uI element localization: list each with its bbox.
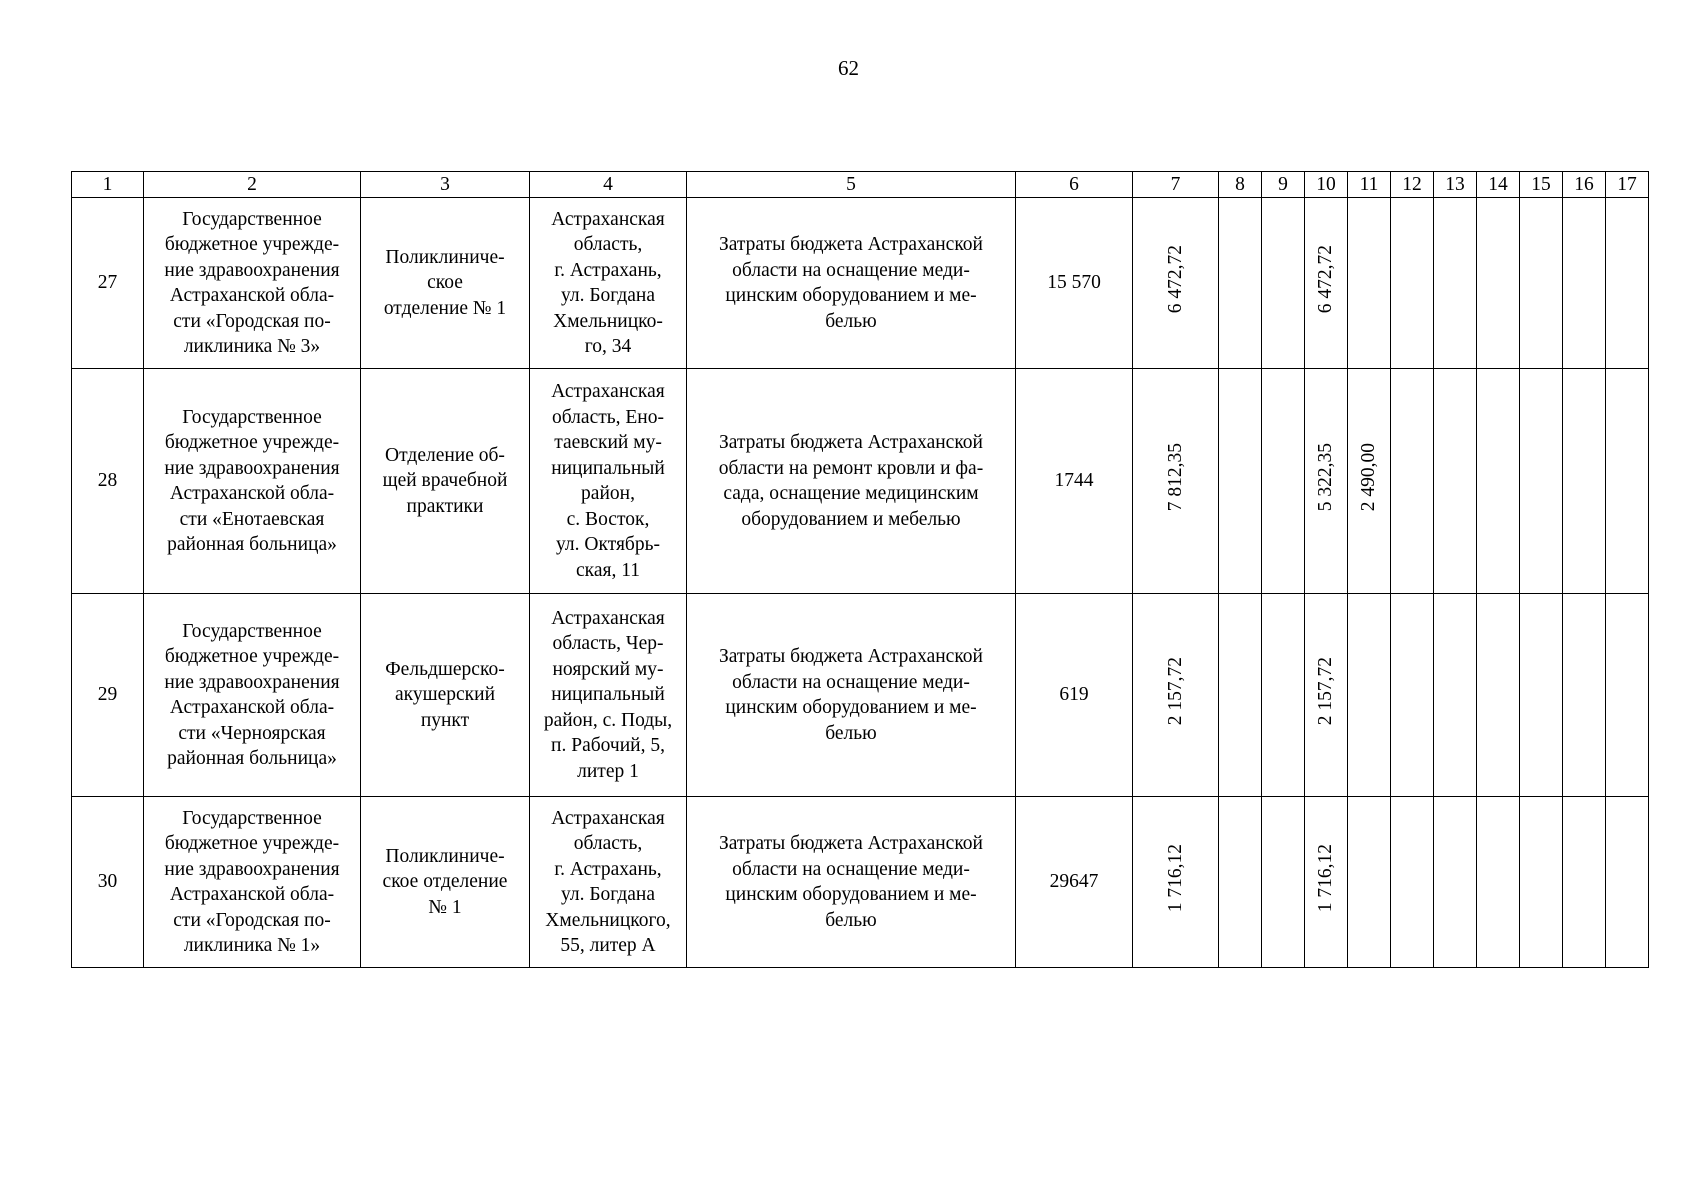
organization-name-cell bbox=[144, 797, 361, 968]
population-served: 619 bbox=[1059, 684, 1089, 706]
amount-col-13-cell bbox=[1434, 198, 1477, 369]
row-number-cell bbox=[72, 594, 144, 797]
amount-col-14-cell bbox=[1477, 797, 1520, 968]
organization-name: Государственное бюджетное учрежде- ние здравоохранения Астраханской обла- сти «Городская по- ликлиника № 3» bbox=[164, 208, 340, 357]
organization-name: Государственное бюджетное учрежде- ние здравоохранения Астраханской обла- сти «Енотаевская районная больница» bbox=[164, 406, 340, 555]
population-served: 15 570 bbox=[1047, 272, 1101, 294]
total-amount: 2 157,72 bbox=[1164, 657, 1186, 726]
amount-col-11-cell bbox=[1348, 369, 1391, 594]
total-amount-cell bbox=[1133, 594, 1219, 797]
amount-col-10: 1 716,12 bbox=[1315, 844, 1336, 913]
subdivision-name: Поликлиниче- ское отделение № 1 bbox=[383, 246, 507, 319]
total-amount: 7 812,35 bbox=[1164, 443, 1186, 512]
column-number: 13 bbox=[1434, 172, 1477, 198]
column-number: 10 bbox=[1305, 172, 1348, 198]
amount-col-10: 2 157,72 bbox=[1315, 657, 1336, 726]
row-number: 27 bbox=[97, 272, 118, 294]
subdivision-name-cell bbox=[361, 369, 530, 594]
amount-col-15-cell bbox=[1520, 797, 1563, 968]
column-number: 3 bbox=[361, 172, 530, 198]
amount-col-10-cell bbox=[1305, 797, 1348, 968]
amount-col-12-cell bbox=[1391, 797, 1434, 968]
column-number: 11 bbox=[1348, 172, 1391, 198]
organization-name-cell bbox=[144, 369, 361, 594]
table-row bbox=[72, 594, 1649, 797]
amount-col-8-cell bbox=[1219, 369, 1262, 594]
amount-col-12-cell bbox=[1391, 369, 1434, 594]
expense-description-cell bbox=[687, 797, 1016, 968]
row-number-cell bbox=[72, 369, 144, 594]
amount-col-13-cell bbox=[1434, 594, 1477, 797]
column-number: 2 bbox=[144, 172, 361, 198]
amount-col-15-cell bbox=[1520, 594, 1563, 797]
amount-col-10-cell bbox=[1305, 594, 1348, 797]
amount-col-13-cell bbox=[1434, 369, 1477, 594]
subdivision-name: Отделение об- щей врачебной практики bbox=[382, 444, 508, 517]
table-body bbox=[72, 172, 1649, 968]
amount-col-9-cell bbox=[1262, 369, 1305, 594]
amount-col-11-cell bbox=[1348, 198, 1391, 369]
subdivision-name: Поликлиниче- ское отделение № 1 bbox=[382, 845, 508, 918]
column-number: 17 bbox=[1606, 172, 1649, 198]
population-served-cell bbox=[1016, 198, 1133, 369]
organization-name-cell bbox=[144, 198, 361, 369]
organization-name-cell bbox=[144, 594, 361, 797]
amount-col-16-cell bbox=[1563, 797, 1606, 968]
amount-col-9-cell bbox=[1262, 797, 1305, 968]
total-amount-cell bbox=[1133, 198, 1219, 369]
amount-col-17-cell bbox=[1606, 797, 1649, 968]
address-cell bbox=[530, 594, 687, 797]
amount-col-13-cell bbox=[1434, 797, 1477, 968]
amount-col-8-cell bbox=[1219, 594, 1262, 797]
population-served-cell bbox=[1016, 594, 1133, 797]
amount-col-11-cell bbox=[1348, 797, 1391, 968]
column-number: 14 bbox=[1477, 172, 1520, 198]
row-number: 30 bbox=[97, 871, 118, 893]
column-number: 12 bbox=[1391, 172, 1434, 198]
total-amount-cell bbox=[1133, 797, 1219, 968]
amount-col-16-cell bbox=[1563, 198, 1606, 369]
column-number: 4 bbox=[530, 172, 687, 198]
address-cell bbox=[530, 198, 687, 369]
population-served: 29647 bbox=[1049, 871, 1099, 893]
column-number: 5 bbox=[687, 172, 1016, 198]
column-number: 16 bbox=[1563, 172, 1606, 198]
amount-col-14-cell bbox=[1477, 594, 1520, 797]
row-number-cell bbox=[72, 797, 144, 968]
total-amount-cell bbox=[1133, 369, 1219, 594]
subdivision-name-cell bbox=[361, 198, 530, 369]
column-number: 1 bbox=[72, 172, 144, 198]
column-number-row bbox=[72, 172, 1649, 198]
column-number: 8 bbox=[1219, 172, 1262, 198]
organization-name: Государственное бюджетное учрежде- ние здравоохранения Астраханской обла- сти «Черноярская районная больница» bbox=[164, 620, 340, 769]
amount-col-17-cell bbox=[1606, 369, 1649, 594]
subdivision-name-cell bbox=[361, 797, 530, 968]
expense-description: Затраты бюджета Астраханской области на ремонт кровли и фа- сада, оснащение медицинским оборудованием и мебелью bbox=[718, 432, 984, 530]
population-served: 1744 bbox=[1054, 470, 1094, 492]
expense-description: Затраты бюджета Астраханской области на оснащение меди- цинским оборудованием и ме- белью bbox=[719, 833, 983, 931]
column-number: 15 bbox=[1520, 172, 1563, 198]
address: Астраханская область, г. Астрахань, ул. Богдана Хмельницко- го, 34 bbox=[551, 208, 665, 357]
expense-description-cell bbox=[687, 369, 1016, 594]
total-amount: 1 716,12 bbox=[1164, 844, 1186, 913]
address: Астраханская область, г. Астрахань, ул. Богдана Хмельницкого, 55, литер А bbox=[545, 807, 671, 956]
table-row bbox=[72, 369, 1649, 594]
amount-col-12-cell bbox=[1391, 594, 1434, 797]
table-row bbox=[72, 797, 1649, 968]
row-number: 29 bbox=[97, 684, 118, 706]
amount-col-16-cell bbox=[1563, 369, 1606, 594]
column-number: 6 bbox=[1016, 172, 1133, 198]
amount-col-17-cell bbox=[1606, 594, 1649, 797]
expense-description-cell bbox=[687, 198, 1016, 369]
address: Астраханская область, Чер- ноярский му- ниципальный район, с. Поды, п. Рабочий, 5, литер 1 bbox=[543, 607, 673, 782]
expense-description-cell bbox=[687, 594, 1016, 797]
address: Астраханская область, Ено- таевский му- ниципальный район, с. Восток, ул. Октябрь- ская, 11 bbox=[551, 381, 665, 581]
page-number: 62 bbox=[838, 56, 859, 80]
population-served-cell bbox=[1016, 797, 1133, 968]
subdivision-name: Фельдшерско- акушерский пункт bbox=[385, 658, 505, 731]
amount-col-9-cell bbox=[1262, 198, 1305, 369]
amount-col-15-cell bbox=[1520, 198, 1563, 369]
address-cell bbox=[530, 797, 687, 968]
amount-col-17-cell bbox=[1606, 198, 1649, 369]
amount-col-14-cell bbox=[1477, 369, 1520, 594]
amount-col-10: 5 322,35 bbox=[1315, 443, 1336, 512]
population-served-cell bbox=[1016, 369, 1133, 594]
amount-col-12-cell bbox=[1391, 198, 1434, 369]
amount-col-9-cell bbox=[1262, 594, 1305, 797]
total-amount: 6 472,72 bbox=[1164, 245, 1186, 314]
organization-name: Государственное бюджетное учрежде- ние здравоохранения Астраханской обла- сти «Городская по- ликлиника № 1» bbox=[164, 807, 340, 956]
amount-col-15-cell bbox=[1520, 369, 1563, 594]
amount-col-8-cell bbox=[1219, 198, 1262, 369]
amount-col-10-cell bbox=[1305, 198, 1348, 369]
column-number: 9 bbox=[1262, 172, 1305, 198]
row-number-cell bbox=[72, 198, 144, 369]
amount-col-10-cell bbox=[1305, 369, 1348, 594]
amount-col-11: 2 490,00 bbox=[1358, 443, 1379, 512]
row-number: 28 bbox=[97, 470, 118, 492]
data-table bbox=[71, 171, 1649, 968]
subdivision-name-cell bbox=[361, 594, 530, 797]
amount-col-8-cell bbox=[1219, 797, 1262, 968]
expense-description: Затраты бюджета Астраханской области на оснащение меди- цинским оборудованием и ме- белью bbox=[719, 234, 983, 332]
amount-col-14-cell bbox=[1477, 198, 1520, 369]
table-row bbox=[72, 198, 1649, 369]
amount-col-10: 6 472,72 bbox=[1315, 245, 1336, 314]
expense-description: Затраты бюджета Астраханской области на оснащение меди- цинским оборудованием и ме- белью bbox=[719, 646, 983, 744]
address-cell bbox=[530, 369, 687, 594]
amount-col-11-cell bbox=[1348, 594, 1391, 797]
amount-col-16-cell bbox=[1563, 594, 1606, 797]
column-number: 7 bbox=[1133, 172, 1219, 198]
